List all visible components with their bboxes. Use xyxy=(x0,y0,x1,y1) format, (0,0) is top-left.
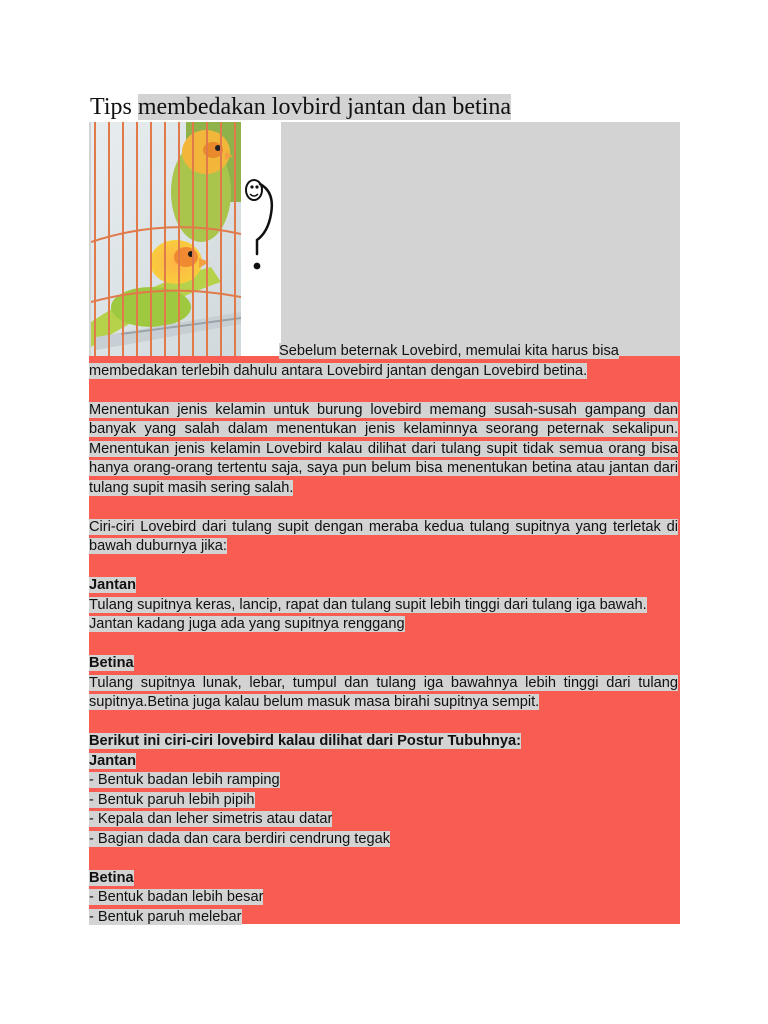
postur-jantan-heading-text: Jantan xyxy=(89,752,137,769)
betina-paragraph xyxy=(89,674,678,713)
list-item xyxy=(89,830,678,850)
postur-betina-heading-text: Betina xyxy=(89,869,134,886)
intro-paragraph-line-2 xyxy=(89,362,678,382)
spacer xyxy=(89,713,678,733)
list-item-text: - Bentuk badan lebih ramping xyxy=(89,772,280,788)
spacer xyxy=(89,557,678,577)
intro-text-b: membedakan terlebih dahulu antara Lovebird jantan dengan Lovebird betina. xyxy=(89,362,588,379)
question-mark-face-icon xyxy=(241,122,281,356)
document-title xyxy=(90,92,511,122)
image-region xyxy=(89,122,680,356)
list-item-text: - Bentuk badan lebih besar xyxy=(89,889,264,905)
list-item xyxy=(89,908,678,928)
title-prefix: Tips xyxy=(90,94,138,120)
list-item-text: - Bagian dada dan cara berdiri cendrung tegak xyxy=(89,830,390,847)
list-item-text: - Bentuk paruh lebih pipih xyxy=(89,791,255,808)
article-text xyxy=(89,342,678,927)
list-item-text: - Kepala dan leher simetris atau datar xyxy=(89,811,333,827)
list-item xyxy=(89,791,678,811)
paragraph-jenis-kelamin xyxy=(89,401,678,499)
betina-paragraph-text: Tulang supitnya lunak, lebar, tumpul dan tulang iga bawahnya lebih tinggi dari tulang supitnya.Betina juga kalau belum masuk masa birahi supitnya sempit. xyxy=(89,674,678,710)
postur-jantan-heading xyxy=(89,752,678,772)
list-item xyxy=(89,810,678,830)
betina-heading xyxy=(89,654,678,674)
betina-heading-text: Betina xyxy=(89,655,134,671)
title-highlighted: membedakan lovbird jantan dan betina xyxy=(137,94,512,120)
jantan-heading-text: Jantan xyxy=(89,577,137,593)
jantan-heading xyxy=(89,576,678,596)
list-item-text: - Bentuk paruh melebar xyxy=(89,908,242,925)
postur-heading-text: Berikut ini ciri-ciri lovebird kalau dilihat dari Postur Tubuhnya: xyxy=(89,733,521,749)
spacer xyxy=(89,849,678,869)
lovebirds-in-cage-photo xyxy=(91,122,241,356)
jantan-paragraph-text: Tulang supitnya keras, lancip, rapat dan tulang supit lebih tinggi dari tulang iga bawah. Jantan kadang juga ada yang supitnya renggang xyxy=(89,596,647,632)
postur-betina-heading xyxy=(89,869,678,889)
list-item xyxy=(89,888,678,908)
intro-text-a: Sebelum beternak Lovebird, memulai kita harus bisa xyxy=(279,343,619,359)
list-item xyxy=(89,771,678,791)
paragraph-ciri-supit xyxy=(89,518,678,557)
spacer xyxy=(89,498,678,518)
paragraph-jenis-kelamin-text: Menentukan jenis kelamin untuk burung lovebird memang susah-susah gampang dan banyak yang salah dalam menentukan jenis kelaminnya seorang peternak sekalipun. Menentukan jenis kelamin Lovebird kalau dilihat dari tulang supit tidak semua orang bisa hanya orang-orang tertentu saja, saya pun belum bisa menentukan betina atau jantan dari tulang supit masih sering salah. xyxy=(89,401,678,496)
spacer xyxy=(89,635,678,655)
postur-heading xyxy=(89,732,678,752)
spacer xyxy=(89,381,678,401)
content-block xyxy=(89,122,680,924)
paragraph-ciri-supit-text: Ciri-ciri Lovebird dari tulang supit dengan meraba kedua tulang supitnya yang terletak di bawah duburnya jika: xyxy=(89,518,678,554)
intro-paragraph-line-1 xyxy=(89,342,678,362)
jantan-paragraph xyxy=(89,596,678,635)
